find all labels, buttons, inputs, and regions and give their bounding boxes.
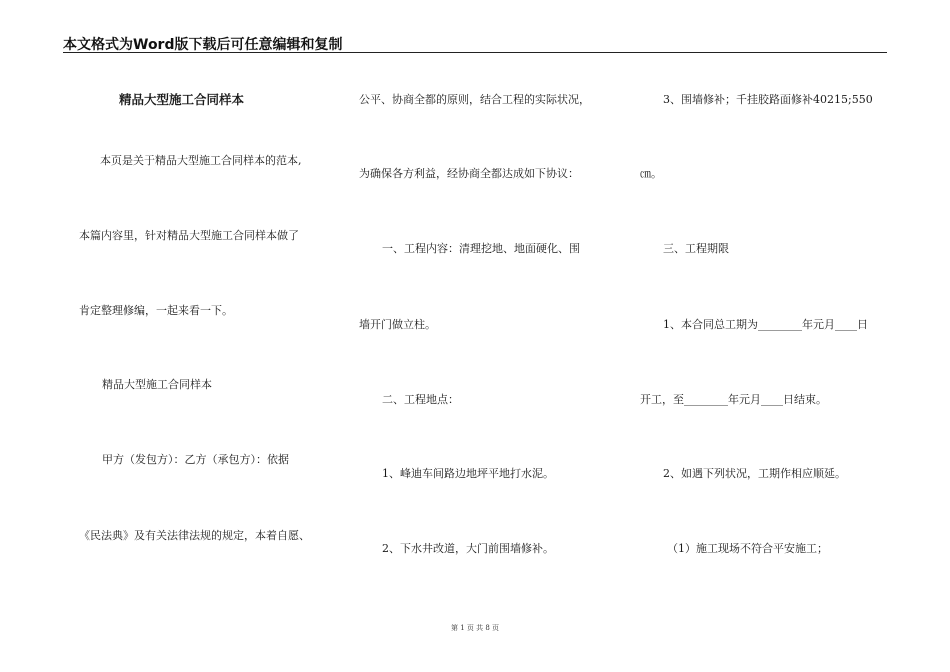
paragraph-line: 公平、协商全都的原则，结合工程的实际状况， [359,93,590,106]
paragraph-line: 墙开门做立柱。 [359,318,436,331]
paragraph-line: 本篇内容里，针对精品大型施工合同样本做了 [79,229,299,242]
paragraph-line: 3、围墙修补；千挂胶路面修补40215;550 [663,93,873,106]
paragraph-line: 2、如遇下列状况，工期作相应顺延。 [663,467,846,480]
paragraph-line: （1）施工现场不符合平安施工； [667,542,828,555]
section-heading: 二、工程地点： [382,393,459,406]
paragraph-line: 开工，至________年元月____日结束。 [640,393,827,406]
paragraph-line: 肯定整理修编，一起来看一下。 [79,304,233,317]
paragraph-line: 《民法典》及有关法律法规的规定，本着自愿、 [79,529,310,542]
column-3 [640,0,900,620]
paragraph-line: ㎝。 [640,167,662,180]
paragraph-line: 为确保各方利益，经协商全都达成如下协议： [359,167,579,180]
paragraph-line: 1、本合同总工期为________年元月____日 [663,318,868,331]
paragraph-line: 甲方（发包方）：乙方（承包方）：依据 [102,453,289,466]
document-title: 精品大型施工合同样本 [119,92,245,107]
paragraph-line: 1、峰迪车间路边地坪平地打水泥。 [382,467,554,480]
paragraph-line: 本页是关于精品大型施工合同样本的范本, [100,154,302,167]
column-2 [340,0,640,620]
page-number: 第 1 页 共 8 页 [450,624,500,632]
section-heading: 三、工程期限 [663,242,729,255]
section-heading: 精品大型施工合同样本 [102,378,212,391]
document-banner: 本文格式为Word版下载后可任意编辑和复制 [63,37,343,53]
column-1 [0,0,340,620]
paragraph-line: 2、下水井改道，大门前围墙修补。 [382,542,554,555]
paragraph-line: 一、工程内容：清理挖地、地面硬化、围 [382,242,580,255]
